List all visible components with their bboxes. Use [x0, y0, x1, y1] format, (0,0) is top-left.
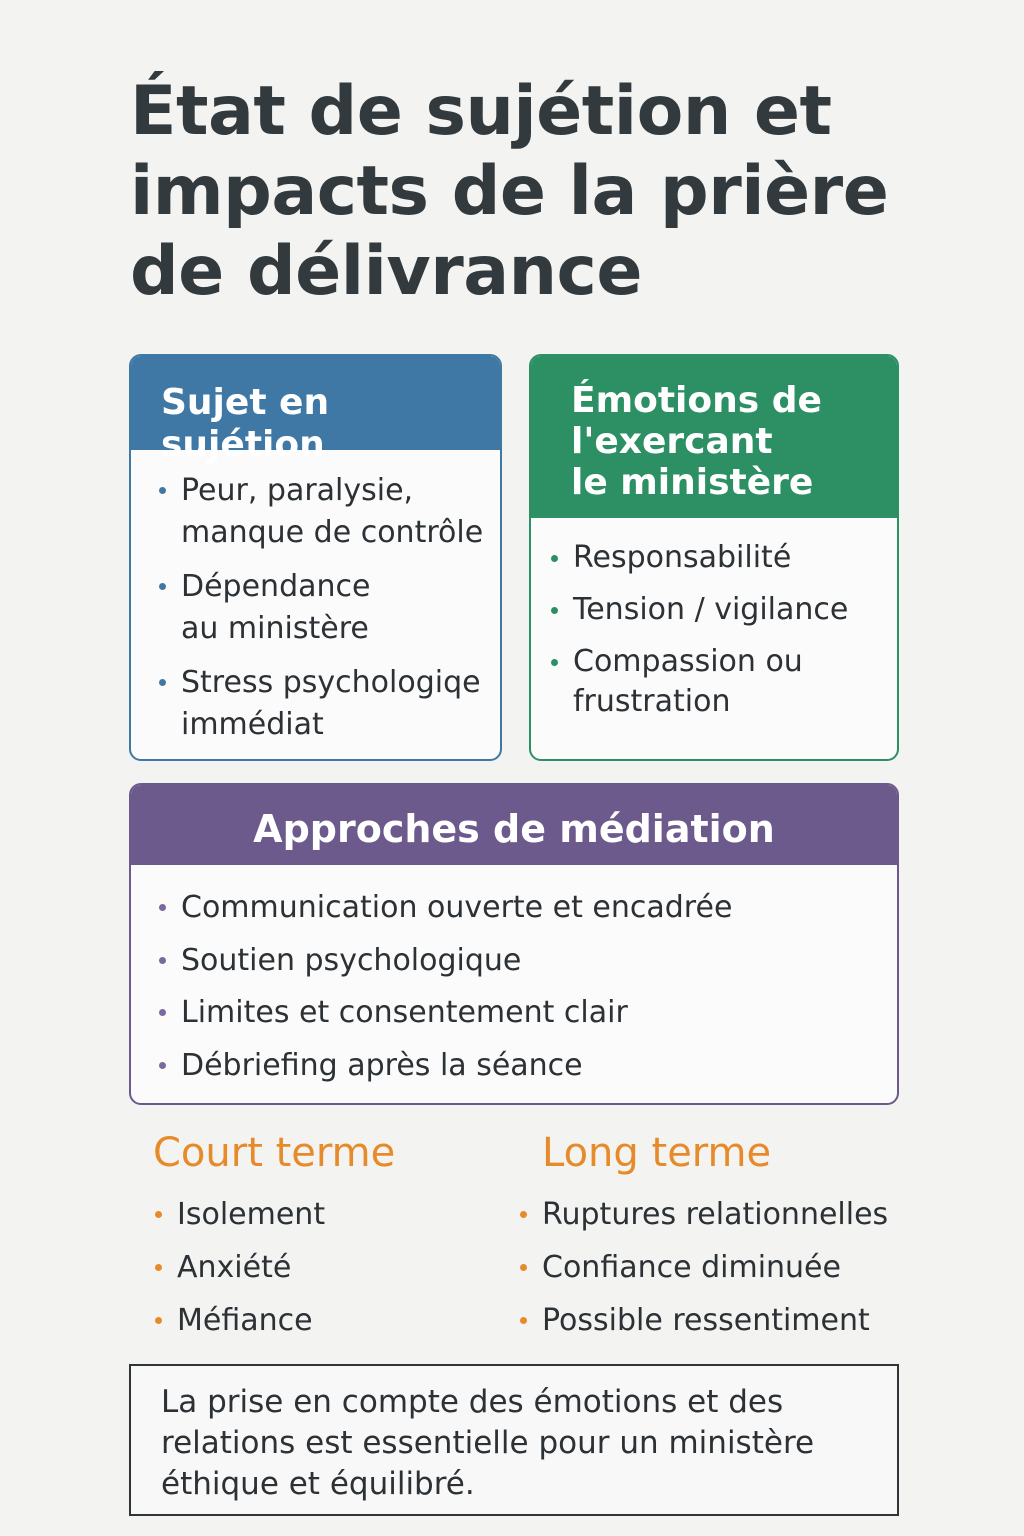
short-term-list: [155, 1194, 493, 1342]
short-term-heading: Court terme: [153, 1130, 396, 1176]
list-item: Anxiété: [155, 1247, 493, 1289]
emotions-card: [529, 354, 899, 761]
long-term-section: [542, 1128, 1002, 1353]
list-item: Limites et consentement clair: [159, 992, 889, 1034]
long-term-list: [520, 1194, 1002, 1342]
subject-card-list: [131, 450, 500, 746]
list-item: Compassion ou frustration: [551, 642, 889, 722]
subject-card-header: Sujet en sujétion: [131, 356, 500, 450]
footer-note: La prise en compte des émotions et des relations est essentielle pour un ministère éthique et équilibré.: [129, 1364, 899, 1516]
list-item: Confiance diminuée: [520, 1247, 1002, 1289]
list-item: Isolement: [155, 1194, 493, 1236]
list-item: Possible ressentiment: [520, 1300, 1002, 1342]
list-item: Dépendance au ministère: [159, 566, 492, 650]
page-title: État de sujétion et impacts de la prière de délivrance: [130, 72, 889, 311]
list-item: Soutien psychologique: [159, 940, 889, 982]
list-item: Débriefing après la séance: [159, 1045, 889, 1087]
list-item: Ruptures relationnelles: [520, 1194, 1002, 1236]
list-item: Responsabilité: [551, 538, 889, 578]
mediation-card-list: [131, 865, 897, 1087]
emotions-card-header: Émotions de l'exercant le ministère: [531, 356, 897, 518]
emotions-card-list: [531, 518, 897, 722]
long-term-heading: Long terme: [542, 1130, 772, 1176]
subject-card: [129, 354, 502, 761]
list-item: Stress psychologiqe immédiat: [159, 662, 492, 746]
mediation-card-header: Approches de médiation: [131, 785, 897, 865]
mediation-card: [129, 783, 899, 1105]
short-term-section: [153, 1128, 493, 1353]
list-item: Tension / vigilance: [551, 590, 889, 630]
list-item: Méfiance: [155, 1300, 493, 1342]
list-item: Communication ouverte et encadrée: [159, 887, 889, 929]
list-item: Peur, paralysie, manque de contrôle: [159, 470, 492, 554]
